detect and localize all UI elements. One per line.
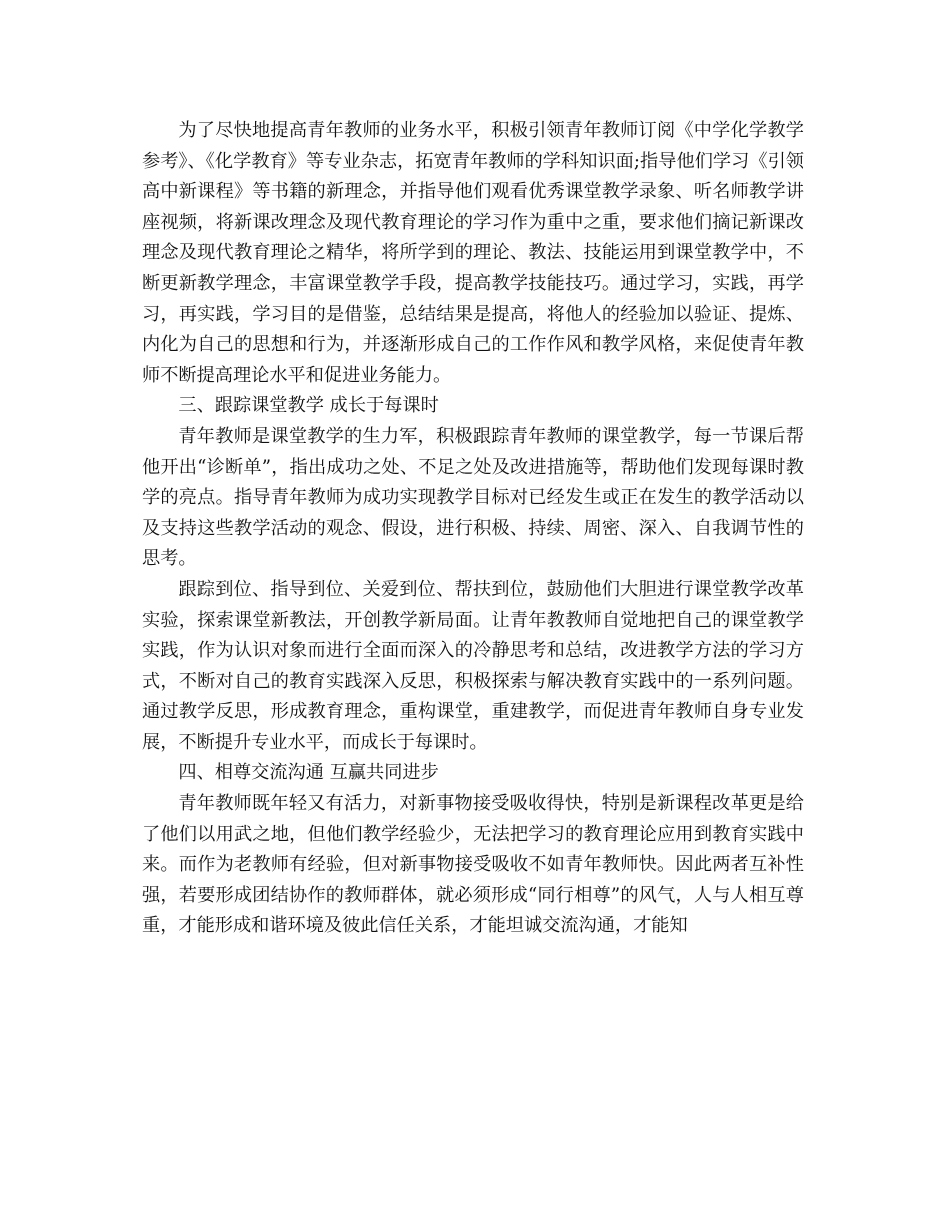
paragraph-study-guidance: 为了尽快地提高青年教师的业务水平，积极引领青年教师订阅《中学化学教学参考》、《化学教育》等专业杂志，拓宽青年教师的学科知识面;指导他们学习《引领高中新课程》等书籍的新理念，并指导他们观看优秀课堂教学录象、听名师教学讲座视频，将新课改理念及现代教育理论的学习作为重中之重，要求他们摘记新课改理念及现代教育理论之精华，将所学到的理论、教法、技能运用到课堂教学中，不断更新教学理念，丰富课堂教学手段，提高教学技能技巧。通过学习，实践，再学习，再实践，学习目的是借鉴，总结结果是提高，将他人的经验加以验证、提炼、内化为自己的思想和行为，并逐渐形成自己的工作作风和教学风格，来促使青年教师不断提高理论水平和促进业务能力。 (142, 120, 804, 386)
paragraph-classroom-tracking: 青年教师是课堂教学的生力军，积极跟踪青年教师的课堂教学，每一节课后帮他开出“诊断单”，指出成功之处、不足之处及改进措施等，帮助他们发现每课时教学的亮点。指导青年教师为成功实现教学目标对已经发生或正在发生的教学活动以及支持这些教学活动的观念、假设，进行积极、持续、周密、深入、自我调节性的思考。 (142, 425, 804, 570)
paragraph-guidance-reflection: 跟踪到位、指导到位、关爱到位、帮扶到位，鼓励他们大胆进行课堂教学改革实验，探索课堂新教法，开创教学新局面。让青年教教师自觉地把自己的课堂教学实践，作为认识对象而进行全面而深入的冷静思考和总结，改进教学方法的学习方式，不断对自己的教育实践深入反思，积极探索与解决教育实践中的一系列问题。通过教学反思，形成教育理念，重构课堂，重建教学，而促进青年教师自身专业发展，不断提升专业水平，而成长于每课时。 (142, 578, 804, 753)
document-page (142, 116, 804, 942)
paragraph-mutual-respect: 青年教师既年轻又有活力，对新事物接受吸收得快，特别是新课程改革更是给了他们以用武之地，但他们教学经验少，无法把学习的教育理论应用到教育实践中来。而作为老教师有经验，但对新事物接受吸收不如青年教师快。因此两者互补性强，若要形成团结协作的教师群体，就必须形成“同行相尊”的风气，人与人相互尊重，才能形成和谐环境及彼此信任关系，才能坦诚交流沟通，才能知 (142, 793, 804, 937)
section-heading-four: 四、相尊交流沟通 互赢共同进步 (178, 762, 439, 784)
section-heading-three: 三、跟踪课堂教学 成长于每课时 (178, 395, 439, 417)
